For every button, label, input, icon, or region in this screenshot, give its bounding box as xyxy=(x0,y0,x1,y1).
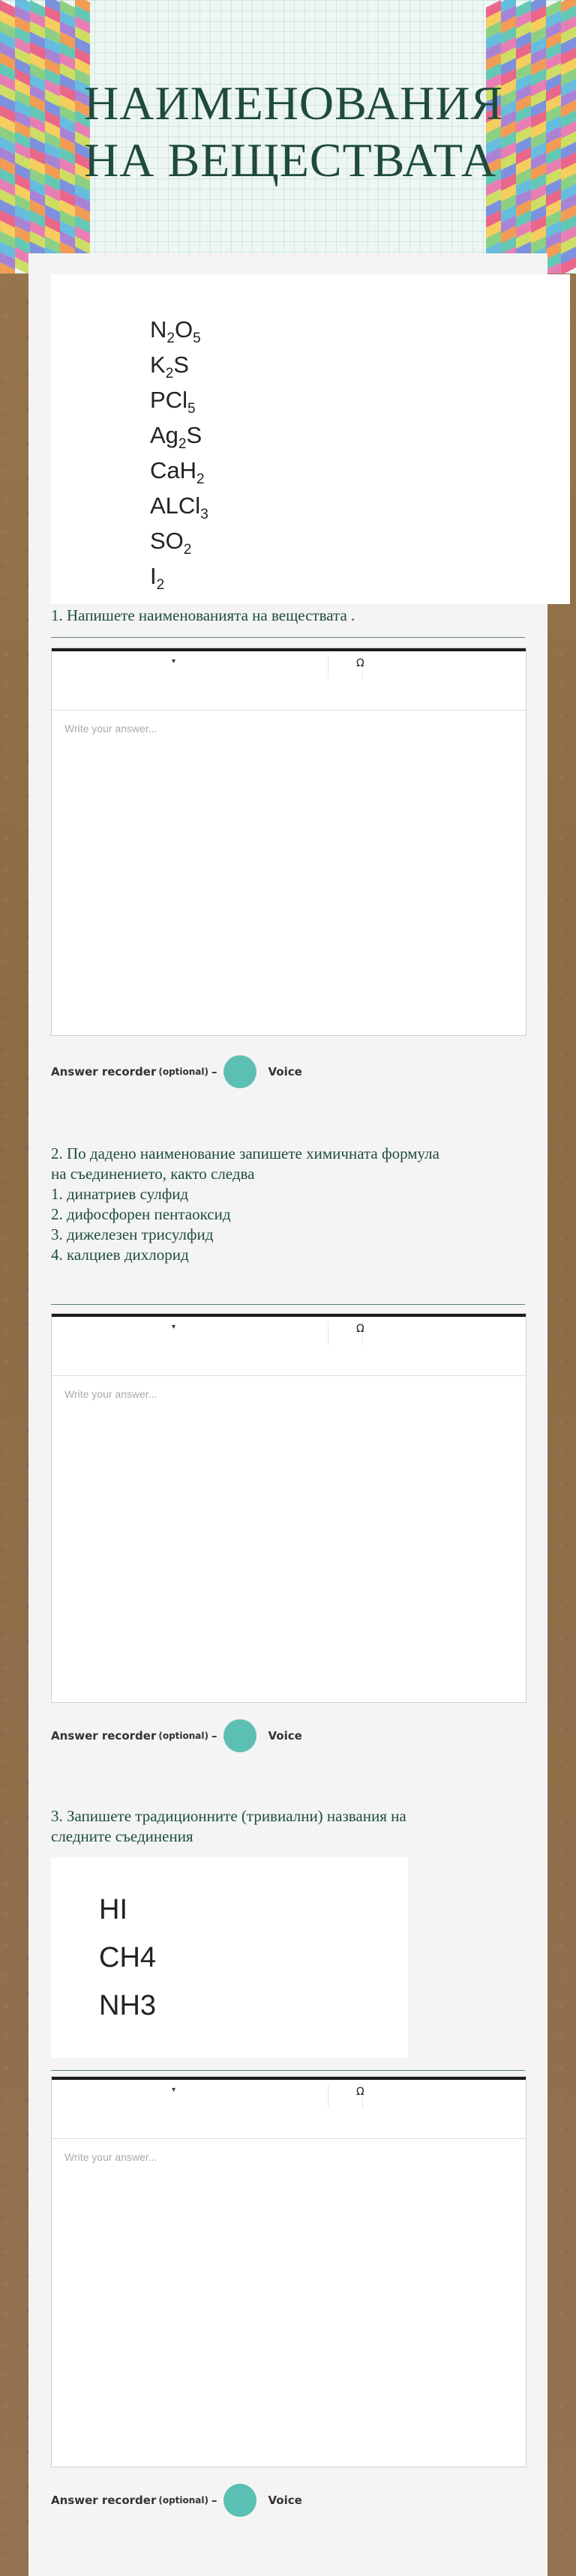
format-dropdown[interactable] xyxy=(157,2086,307,2105)
formula-symbol: O xyxy=(174,316,194,343)
recorder-optional: (optional) xyxy=(158,1067,208,1077)
formula-symbol: N xyxy=(150,316,167,343)
divider xyxy=(51,2070,525,2071)
question-1-text xyxy=(51,606,531,626)
question-line: 3. Запишете традиционните (тривиални) названия на xyxy=(51,1807,406,1825)
formula-symbol: S xyxy=(173,352,189,378)
chevron-pattern-left xyxy=(0,0,90,274)
question-3-text xyxy=(51,1806,531,1847)
formula-item xyxy=(150,523,208,558)
answer-editor-3[interactable] xyxy=(51,2076,526,2467)
formula-item xyxy=(150,453,208,488)
formula-symbol: Ag xyxy=(150,422,178,448)
formula-item xyxy=(150,312,208,347)
answer-editor-1[interactable] xyxy=(51,648,526,1036)
special-characters-icon[interactable]: Ω xyxy=(356,657,364,669)
question-line: следните съединения xyxy=(51,1827,194,1845)
formula-symbol: SO xyxy=(150,528,184,554)
editor-toolbar xyxy=(52,2077,526,2139)
formula-subscript: 3 xyxy=(200,507,208,523)
formula-item xyxy=(150,347,208,382)
formula-item xyxy=(150,417,208,453)
answer-textarea[interactable]: Write your answer... xyxy=(64,2151,158,2163)
answer-recorder xyxy=(51,1721,302,1751)
worksheet-content xyxy=(28,253,548,2576)
answer-recorder xyxy=(51,1057,302,1087)
question-line: 1. Напишете наименованията на веществата . xyxy=(51,606,356,624)
formula-subscript: 5 xyxy=(187,401,196,417)
dropdown-caret-icon: ▾ xyxy=(172,1323,176,1331)
page-header xyxy=(0,0,576,274)
question-line: 4. калциев дихлорид xyxy=(51,1246,189,1264)
record-voice-button[interactable] xyxy=(224,1719,256,1752)
formula-symbol: CaH xyxy=(150,457,197,483)
record-voice-button[interactable] xyxy=(224,1055,256,1088)
compound-list xyxy=(99,1886,156,2030)
question-2-text xyxy=(51,1144,531,1265)
title-line-1: НАИМЕНОВАНИЯ xyxy=(84,76,504,130)
formula-item xyxy=(150,488,208,523)
question-line: 1. динатриев сулфид xyxy=(51,1185,189,1203)
voice-label: Voice xyxy=(268,1729,302,1743)
formula-symbol: ALCl xyxy=(150,492,201,519)
page-title xyxy=(84,75,504,189)
formula-subscript: 2 xyxy=(196,471,205,488)
answer-recorder xyxy=(51,2485,302,2515)
formula-subscript: 5 xyxy=(193,331,201,347)
formula-subscript: 2 xyxy=(178,436,187,453)
question-line: 2. По дадено наименование запишете химичната формула xyxy=(51,1144,440,1162)
question-line: 2. дифосфорен пентаоксид xyxy=(51,1205,231,1223)
formula-symbol: S xyxy=(186,422,202,448)
recorder-optional: (optional) xyxy=(158,1731,208,1741)
dropdown-caret-icon: ▾ xyxy=(172,657,176,666)
formula-symbol: I xyxy=(150,563,157,589)
divider xyxy=(51,637,525,638)
formula-subscript: 2 xyxy=(165,366,174,382)
formulas-image xyxy=(51,274,570,604)
special-characters-icon[interactable]: Ω xyxy=(356,1323,364,1335)
answer-editor-2[interactable] xyxy=(51,1313,526,1703)
formula-list xyxy=(150,312,208,594)
compound-formula: CH4 xyxy=(99,1942,157,1973)
special-characters-icon[interactable]: Ω xyxy=(356,2086,364,2098)
compound-formula: NH3 xyxy=(99,1990,157,2021)
answer-textarea[interactable]: Write your answer... xyxy=(64,723,158,735)
formula-symbol: K xyxy=(150,352,166,378)
recorder-label: Answer recorder xyxy=(51,1729,157,1743)
question-line: на съединението, както следва xyxy=(51,1165,255,1183)
title-line-2: НА ВЕЩЕСТВАТА xyxy=(84,133,497,187)
formula-subscript: 2 xyxy=(156,577,165,594)
dropdown-caret-icon: ▾ xyxy=(172,2086,176,2094)
formula-subscript: 2 xyxy=(166,331,175,347)
formula-symbol: PCl xyxy=(150,387,188,413)
answer-textarea[interactable]: Write your answer... xyxy=(64,1388,158,1400)
formula-item xyxy=(150,558,208,594)
recorder-dash: – xyxy=(212,1065,218,1079)
voice-label: Voice xyxy=(268,1065,302,1079)
compounds-image xyxy=(51,1857,408,2058)
format-dropdown[interactable] xyxy=(157,657,307,677)
format-dropdown[interactable] xyxy=(157,1323,307,1342)
question-line: 3. дижелезен трисулфид xyxy=(51,1225,214,1243)
record-voice-button[interactable] xyxy=(224,2484,256,2517)
recorder-dash: – xyxy=(212,2494,218,2507)
formula-subscript: 2 xyxy=(183,542,192,558)
compound-formula: HI xyxy=(99,1894,128,1925)
recorder-optional: (optional) xyxy=(158,2495,208,2506)
recorder-dash: – xyxy=(212,1729,218,1743)
editor-toolbar xyxy=(52,648,526,711)
formula-item xyxy=(150,382,208,417)
recorder-label: Answer recorder xyxy=(51,1065,157,1079)
divider xyxy=(51,1304,525,1305)
recorder-label: Answer recorder xyxy=(51,2494,157,2507)
voice-label: Voice xyxy=(268,2494,302,2507)
editor-toolbar xyxy=(52,1314,526,1376)
